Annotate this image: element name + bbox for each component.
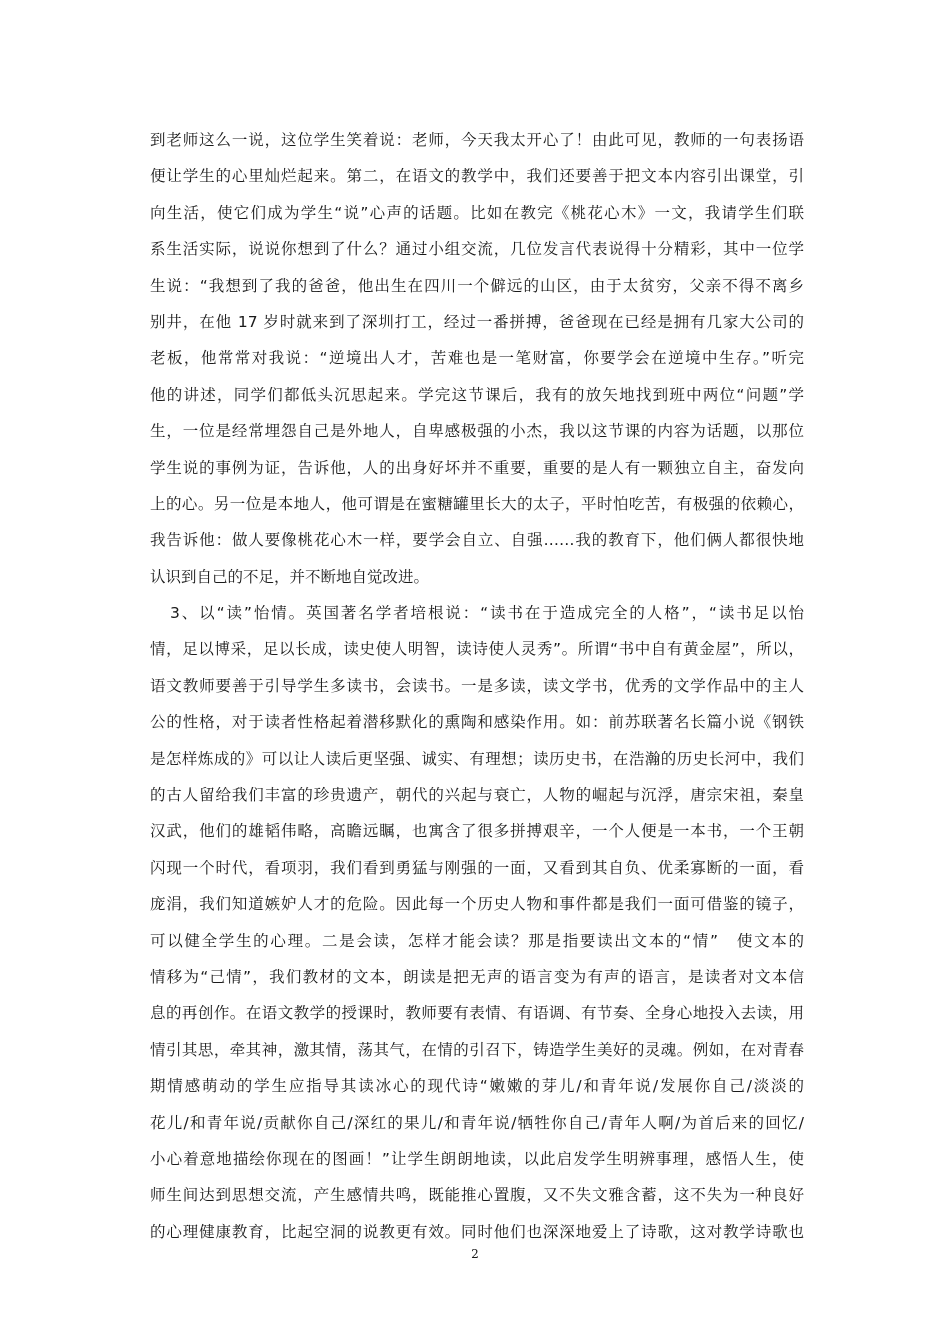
text-line: 的古人留给我们丰富的珍贵遗产，朝代的兴起与衰亡，人物的崛起与沉浮，唐宗宋祖，秦皇 (150, 786, 804, 805)
text-line: 语文教师要善于引导学生多读书，会读书。一是多读，读文学书，优秀的文学作品中的主人 (150, 676, 804, 695)
text-line: 是怎样炼成的》可以让人读后更坚强、诚实、有理想；读历史书，在浩瀚的历史长河中，我们 (150, 749, 804, 768)
text-line: 小心着意地描绘你现在的图画！”让学生朗朗地读，以此启发学生明辨事理，感悟人生，使 (150, 1149, 804, 1168)
text-line: 情移为“己情”，我们教材的文本，朗读是把无声的语言变为有声的语言，是读者对文本信 (150, 967, 804, 986)
body-text (150, 122, 804, 1250)
text-line: 的心理健康教育，比起空洞的说教更有效。同时他们也深深地爱上了诗歌，这对教学诗歌也 (150, 1222, 804, 1241)
text-line: 到老师这么一说，这位学生笑着说：老师，今天我太开心了！由此可见，教师的一句表扬语 (150, 131, 804, 149)
text-line: 公的性格，对于读者性格起着潜移默化的熏陶和感染作用。如：前苏联著名长篇小说《钢铁 (150, 713, 804, 732)
text-line: 学生说的事例为证，告诉他，人的出身好坏并不重要，重要的是人有一颗独立自主，奋发向 (150, 458, 804, 477)
text-line: 期情感萌动的学生应指导其读冰心的现代诗“嫩嫩的芽儿/和青年说/发展你自己/淡淡的 (150, 1077, 804, 1096)
text-line: 情引其思，牵其神，激其情，荡其气，在情的引召下，铸造学生美好的灵魂。例如，在对青春 (150, 1040, 804, 1059)
text-line: 花儿/和青年说/贡献你自己/深红的果儿/和青年说/牺牲你自己/青年人啊/为首后来的回忆/ (150, 1113, 804, 1132)
text-line: 向生活，使它们成为学生“说”心声的话题。比如在教完《桃花心木》一文，我请学生们联 (150, 203, 804, 222)
text-line: 生说：“我想到了我的爸爸，他出生在四川一个僻远的山区，由于太贫穷，父亲不得不离乡 (150, 276, 804, 295)
text-line: 生，一位是经常埋怨自己是外地人，自卑感极强的小杰，我以这节课的内容为话题，以那位 (150, 422, 804, 441)
text-line: 可以健全学生的心理。二是会读，怎样才能会读？那是指要读出文本的“情” 使文本的 (150, 931, 804, 950)
text-line: 闪现一个时代，看项羽，我们看到勇猛与刚强的一面，又看到其自负、优柔寡断的一面，看 (150, 858, 804, 877)
text-line: 息的再创作。在语文教学的授课时，教师要有表情、有语调、有节奏、全身心地投入去读，用 (150, 1004, 804, 1023)
text-line: 汉武，他们的雄韬伟略，高瞻远瞩，也寓含了很多拼搏艰辛，一个人便是一本书，一个王朝 (150, 822, 804, 841)
text-line: 我告诉他：做人要像桃花心木一样，要学会自立、自强……我的教育下，他们俩人都很快地 (150, 531, 804, 550)
text-line: 师生间达到思想交流，产生感情共鸣，既能推心置腹，又不失文雅含蓄，这不失为一种良好 (150, 1186, 804, 1205)
text-line: 认识到自己的不足，并不断地自觉改进。 (150, 567, 430, 586)
page-number: 2 (471, 1247, 479, 1261)
section-heading-line: 3、以“读”怡情。英国著名学者培根说：“读书在于造成完全的人格”，“读书足以怡 (170, 604, 804, 623)
text-line: 情，足以博采，足以长成，读史使人明智，读诗使人灵秀”。所谓“书中自有黄金屋”，所以， (150, 640, 804, 659)
text-line: 便让学生的心里灿烂起来。第二，在语文的教学中，我们还要善于把文本内容引出课堂，引 (150, 167, 804, 186)
text-line: 别井，在他 17 岁时就来到了深圳打工，经过一番拼搏，爸爸现在已经是拥有几家大公司的 (150, 312, 804, 331)
text-line: 系生活实际，说说你想到了什么？通过小组交流，几位发言代表说得十分精彩，其中一位学 (150, 240, 804, 259)
text-line: 上的心。另一位是本地人，他可谓是在蜜糖罐里长大的太子，平时怕吃苦，有极强的依赖心， (150, 494, 804, 513)
text-line: 庞涓，我们知道嫉妒人才的危险。因此每一个历史人物和事件都是我们一面可借鉴的镜子， (150, 895, 804, 914)
text-line: 他的讲述，同学们都低头沉思起来。学完这节课后，我有的放矢地找到班中两位“问题”学 (150, 385, 804, 404)
text-line: 老板，他常常对我说：“逆境出人才，苦难也是一笔财富，你要学会在逆境中生存。”听完 (150, 349, 804, 368)
